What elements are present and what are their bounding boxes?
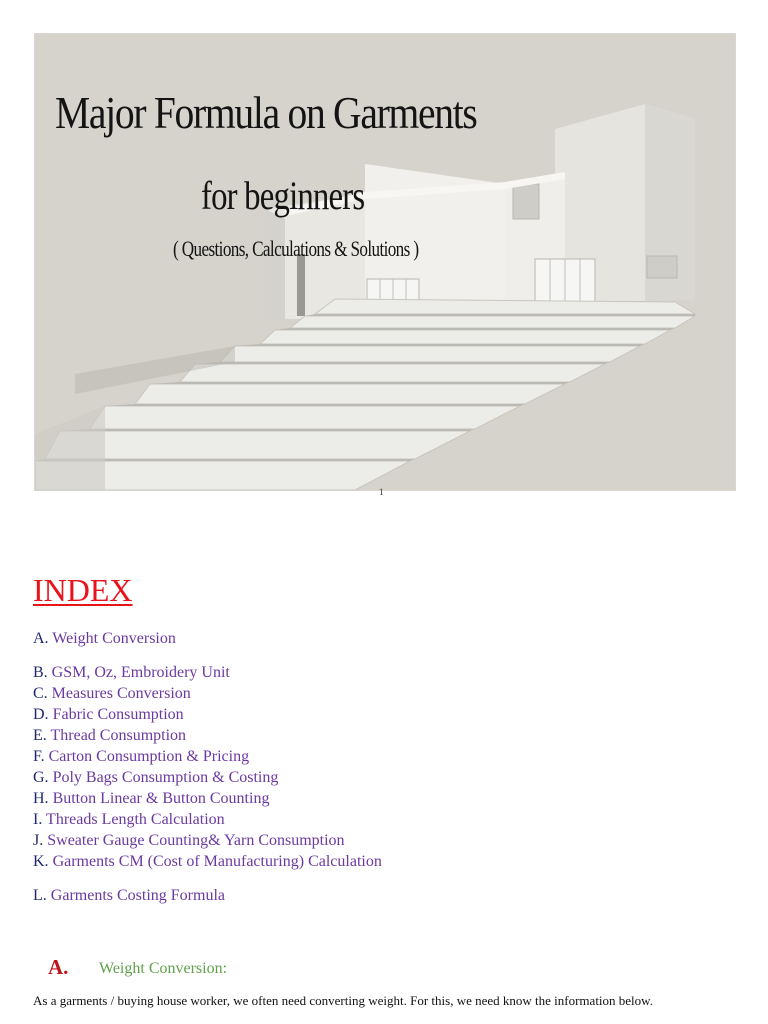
index-letter: J. <box>33 832 44 849</box>
index-letter: B. <box>33 664 48 681</box>
index-item[interactable] <box>33 854 382 870</box>
section-a-body: As a garments / buying house worker, we often need converting weight. For this, we need know the information below. <box>33 993 653 1008</box>
cover-illustration <box>34 33 736 491</box>
index-letter: L. <box>33 887 47 904</box>
index-link[interactable]: Button Linear & Button Counting <box>52 790 270 807</box>
index-link[interactable]: Poly Bags Consumption & Costing <box>52 769 279 786</box>
index-item[interactable] <box>33 888 225 904</box>
section-a-title: Weight Conversion: <box>99 960 228 977</box>
index-item[interactable] <box>33 665 230 681</box>
index-item[interactable] <box>33 728 186 744</box>
index-letter: A. <box>33 630 49 647</box>
index-link[interactable]: Measures Conversion <box>51 685 191 702</box>
index-link[interactable]: Garments CM (Cost of Manufacturing) Calculation <box>52 853 382 870</box>
section-a-letter: A. <box>48 955 69 979</box>
index-link[interactable]: Weight Conversion <box>52 630 176 647</box>
index-item[interactable] <box>33 631 176 647</box>
page-number: 1 <box>379 487 384 497</box>
index-item[interactable] <box>33 812 225 828</box>
index-link[interactable]: Sweater Gauge Counting& Yarn Consumption <box>47 832 345 849</box>
index-link[interactable]: Garments Costing Formula <box>50 887 225 904</box>
index-letter: F. <box>33 748 45 765</box>
index-letter: E. <box>33 727 47 744</box>
index-letter: D. <box>33 706 49 723</box>
index-item[interactable] <box>33 833 345 849</box>
cover-title: Major Formula on Garments <box>55 87 477 138</box>
index-letter: C. <box>33 685 48 702</box>
index-item[interactable] <box>33 707 184 723</box>
index-letter: G. <box>33 769 49 786</box>
index-item[interactable] <box>33 770 278 786</box>
index-heading: INDEX <box>33 572 133 608</box>
index-letter: H. <box>33 790 49 807</box>
cover-tagline: ( Questions, Calculations & Solutions ) <box>173 236 419 261</box>
index-letter: I. <box>33 811 43 828</box>
index-link[interactable]: Carton Consumption & Pricing <box>48 748 250 765</box>
index-item[interactable] <box>33 749 249 765</box>
index-letter: K. <box>33 853 49 870</box>
cover-subtitle: for beginners <box>201 173 365 218</box>
index-link[interactable]: GSM, Oz, Embroidery Unit <box>51 664 230 681</box>
index-link[interactable]: Thread Consumption <box>50 727 187 744</box>
index-item[interactable] <box>33 686 191 702</box>
index-link[interactable]: Threads Length Calculation <box>46 811 225 828</box>
index-item[interactable] <box>33 791 269 807</box>
index-link[interactable]: Fabric Consumption <box>52 706 184 723</box>
